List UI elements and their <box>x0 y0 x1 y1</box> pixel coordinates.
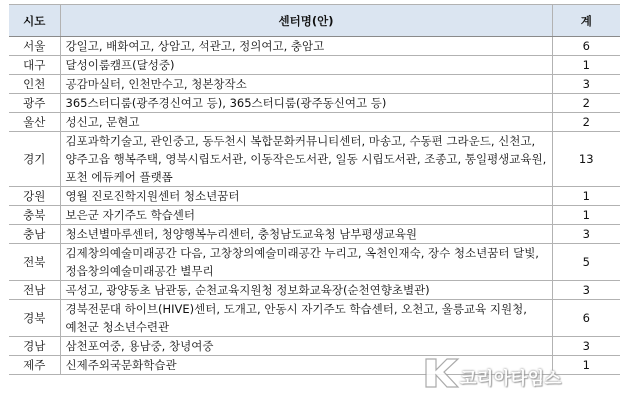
row-centers-cell: 보은군 자기주도 학습센터 <box>60 206 552 225</box>
table-row <box>9 356 620 375</box>
row-region-cell: 경기 <box>9 132 60 187</box>
table-row <box>9 132 620 187</box>
table-row <box>9 337 620 356</box>
table-row <box>9 94 620 113</box>
row-centers-cell: 강일고, 배화여고, 상암고, 석관고, 정의여고, 충암고 <box>60 37 552 56</box>
row-region-cell: 강원 <box>9 187 60 206</box>
row-count-cell: 3 <box>552 225 620 244</box>
row-centers-cell: 공감마실터, 인천만수고, 청본창작소 <box>60 75 552 94</box>
table-row <box>9 281 620 300</box>
header-region: 시도 <box>9 5 60 37</box>
row-centers-cell: 365스터디룸(광주경신여고 등), 365스터디룸(광주동신여고 등) <box>60 94 552 113</box>
header-count: 계 <box>552 5 620 37</box>
row-centers-cell: 성신고, 문현고 <box>60 113 552 132</box>
row-centers-cell: 삼천포여중, 용남중, 창녕여중 <box>60 337 552 356</box>
table-body <box>9 37 620 375</box>
watermark-text: 코리아타임스 <box>460 369 562 389</box>
table-row <box>9 37 620 56</box>
row-centers-cell: 곡성고, 광양동초 남관동, 순천교육지원청 정보화교육장(순천연향초별관) <box>60 281 552 300</box>
table-row <box>9 187 620 206</box>
row-region-cell: 제주 <box>9 356 60 375</box>
header-centers: 센터명(안) <box>60 5 552 37</box>
row-count-cell: 6 <box>552 37 620 56</box>
row-count-cell: 3 <box>552 337 620 356</box>
row-count-cell: 5 <box>552 244 620 281</box>
row-centers-cell: 김제창의예술미래공간 다음, 고창창의예술미래공간 누리고, 옥천인재숙, 장수 청소년꿈터 달빛, 정읍창의예술미래공간 별무리 <box>60 244 552 281</box>
row-count-cell: 2 <box>552 94 620 113</box>
table-row <box>9 225 620 244</box>
row-count-cell: 1 <box>552 206 620 225</box>
row-region-cell: 경북 <box>9 300 60 337</box>
row-count-cell: 13 <box>552 132 620 187</box>
row-region-cell: 경남 <box>9 337 60 356</box>
row-centers-cell: 김포과학기술고, 관인중고, 동두천시 복합문화커뮤니티센터, 마송고, 수동편 그라운드, 신천고, 양주고읍 행복주택, 영북시립도서관, 이동작은도서관, 일동 시립도서관, 조종고, 통일평생교육원, 포천 에듀케어 플랫폼 <box>60 132 552 187</box>
header-row <box>9 5 620 37</box>
row-count-cell: 6 <box>552 300 620 337</box>
table-row <box>9 75 620 94</box>
row-centers-cell: 경북전문대 하이브(HIVE)센터, 도개고, 안동시 자기주도 학습센터, 오천고, 울릉교육 지원청, 예천군 청소년수련관 <box>60 300 552 337</box>
row-region-cell: 울산 <box>9 113 60 132</box>
center-list-table <box>9 4 620 375</box>
table-row <box>9 244 620 281</box>
row-centers-cell: 청소년별마루센터, 청양행복누리센터, 충청남도교육청 남부평생교육원 <box>60 225 552 244</box>
row-count-cell: 1 <box>552 56 620 75</box>
row-count-cell: 2 <box>552 113 620 132</box>
table-row <box>9 300 620 337</box>
row-count-cell: 3 <box>552 281 620 300</box>
row-region-cell: 대구 <box>9 56 60 75</box>
row-region-cell: 전남 <box>9 281 60 300</box>
row-centers-cell: 달성이룸캠프(달성중) <box>60 56 552 75</box>
row-region-cell: 광주 <box>9 94 60 113</box>
row-region-cell: 서울 <box>9 37 60 56</box>
row-centers-cell: 영월 진로진학지원센터 청소년꿈터 <box>60 187 552 206</box>
table-header <box>9 5 620 37</box>
table-row <box>9 56 620 75</box>
row-centers-cell: 신제주외국문화학습관 <box>60 356 552 375</box>
row-count-cell: 1 <box>552 356 620 375</box>
row-count-cell: 1 <box>552 187 620 206</box>
table-row <box>9 113 620 132</box>
row-region-cell: 충북 <box>9 206 60 225</box>
row-region-cell: 충남 <box>9 225 60 244</box>
row-count-cell: 3 <box>552 75 620 94</box>
row-region-cell: 인천 <box>9 75 60 94</box>
row-region-cell: 전북 <box>9 244 60 281</box>
table-row <box>9 206 620 225</box>
